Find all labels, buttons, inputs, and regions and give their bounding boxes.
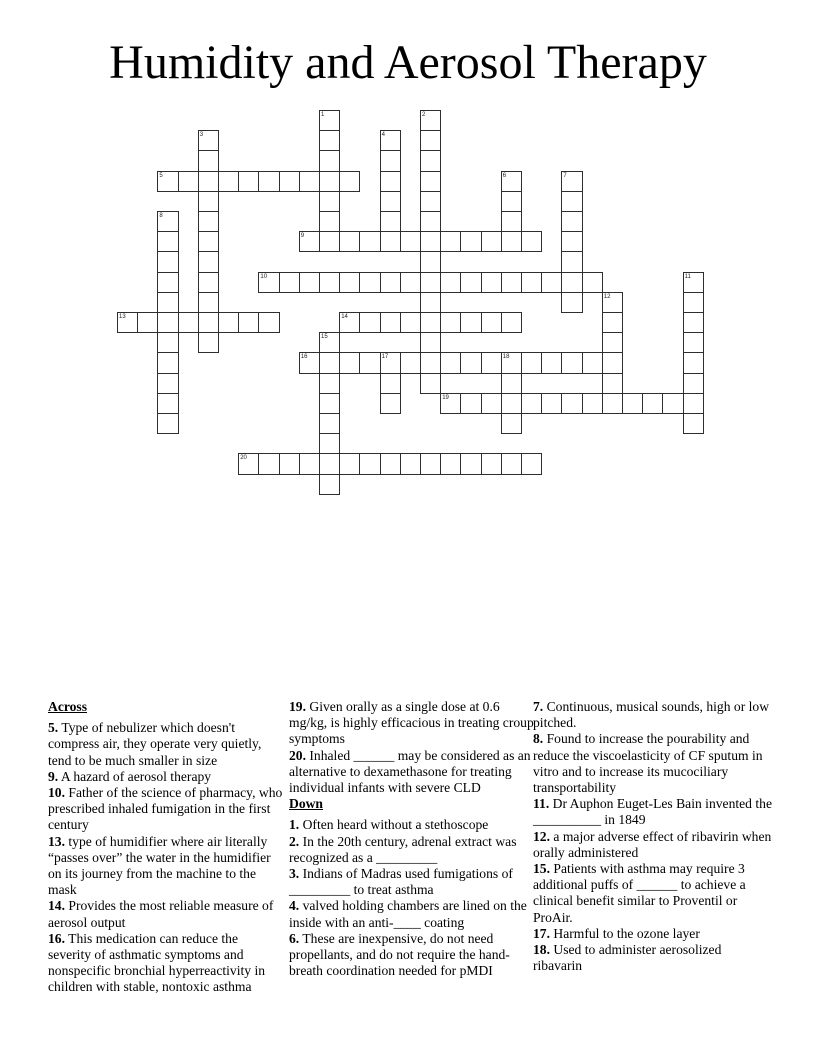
clue-number: 16. — [48, 930, 65, 946]
clue-text: These are inexpensive, do not need propellants, and do not require the hand-breath coordination needed for pMDI — [289, 930, 510, 979]
grid-cell[interactable] — [319, 231, 340, 252]
cell-number: 4 — [381, 132, 385, 139]
grid-cell[interactable] — [157, 373, 178, 394]
grid-cell[interactable] — [561, 171, 582, 192]
grid-cell[interactable] — [440, 453, 461, 474]
grid-cell[interactable] — [501, 413, 522, 434]
grid-cell[interactable] — [198, 150, 219, 171]
clue-item — [48, 834, 284, 899]
grid-cell[interactable] — [521, 352, 542, 373]
grid-cell[interactable] — [319, 211, 340, 232]
grid-cell[interactable] — [460, 453, 481, 474]
grid-cell[interactable] — [279, 272, 300, 293]
grid-cell[interactable] — [501, 272, 522, 293]
grid-cell[interactable] — [602, 292, 623, 313]
grid-cell[interactable] — [561, 272, 582, 293]
cell-number: 14 — [341, 314, 348, 320]
grid-cell[interactable] — [299, 231, 320, 252]
grid-cell[interactable] — [440, 272, 461, 293]
grid-cell[interactable] — [299, 453, 320, 474]
cell-number: 9 — [300, 233, 305, 240]
grid-cell[interactable] — [460, 312, 481, 333]
grid-cell[interactable] — [400, 352, 421, 373]
grid-cell[interactable] — [481, 453, 502, 474]
clue-number: 11. — [533, 796, 550, 812]
grid-cell[interactable] — [359, 231, 380, 252]
grid-cell[interactable] — [683, 312, 704, 333]
grid-cell[interactable] — [400, 272, 421, 293]
cell-number: 8 — [159, 213, 163, 219]
grid-cell[interactable] — [400, 312, 421, 333]
grid-cell[interactable] — [420, 150, 441, 171]
grid-cell[interactable] — [460, 272, 481, 293]
grid-cell[interactable] — [137, 312, 158, 333]
grid-cell[interactable] — [440, 231, 461, 252]
grid-cell[interactable] — [561, 251, 582, 272]
grid-cell[interactable] — [339, 272, 360, 293]
grid-cell[interactable] — [440, 393, 461, 414]
grid-cell[interactable] — [420, 272, 441, 293]
grid-cell[interactable] — [319, 453, 340, 474]
cell-number: 7 — [563, 172, 567, 179]
clue-item — [289, 834, 534, 866]
grid-cell[interactable] — [420, 191, 441, 212]
grid-cell[interactable] — [501, 171, 522, 192]
clue-number: 2. — [289, 833, 300, 849]
clue-number: 18. — [533, 942, 550, 958]
cell-number: 1 — [321, 112, 325, 118]
clue-item — [48, 769, 284, 785]
cell-number: 17 — [381, 354, 389, 361]
grid-cell[interactable] — [157, 312, 178, 333]
clue-text: In the 20th century, adrenal extract was recognized as a _________ — [289, 833, 517, 865]
grid-cell[interactable] — [319, 413, 340, 434]
clue-number: 14. — [48, 898, 65, 914]
grid-cell[interactable] — [319, 110, 340, 131]
grid-cell[interactable] — [683, 413, 704, 434]
grid-cell[interactable] — [258, 453, 279, 474]
grid-cell[interactable] — [561, 352, 582, 373]
grid-cell[interactable] — [359, 312, 380, 333]
grid-cell[interactable] — [279, 453, 300, 474]
grid-cell[interactable] — [622, 393, 643, 414]
grid-cell[interactable] — [299, 171, 320, 192]
cell-number: 3 — [199, 132, 204, 139]
grid-cell[interactable] — [359, 272, 380, 293]
grid-cell[interactable] — [258, 272, 279, 293]
grid-cell[interactable] — [521, 231, 542, 252]
cell-number: 16 — [300, 354, 308, 361]
clue-item — [289, 817, 534, 833]
clue-item — [533, 926, 773, 942]
clue-text: a major adverse effect of ribavirin when orally administered — [533, 828, 772, 860]
grid-cell[interactable] — [481, 231, 502, 252]
grid-cell[interactable] — [602, 373, 623, 394]
grid-cell[interactable] — [460, 352, 481, 373]
grid-cell[interactable] — [420, 352, 441, 373]
grid-cell[interactable] — [157, 171, 178, 192]
clues-heading: Down — [289, 796, 323, 812]
grid-cell[interactable] — [157, 393, 178, 414]
grid-cell[interactable] — [117, 312, 138, 333]
grid-cell[interactable] — [359, 453, 380, 474]
clue-number: 17. — [533, 925, 550, 941]
clue-text: Indians of Madras used fumigations of _________ to treat asthma — [289, 866, 513, 898]
clue-number: 7. — [533, 699, 544, 714]
grid-cell[interactable] — [400, 453, 421, 474]
grid-cell[interactable] — [481, 352, 502, 373]
clue-text: Inhaled ______ may be considered as an alternative to dexamethasone for treating individual infants with severe CLD — [289, 747, 531, 796]
grid-cell[interactable] — [460, 231, 481, 252]
clue-item — [533, 699, 773, 731]
clue-item — [289, 866, 534, 898]
grid-cell[interactable] — [561, 191, 582, 212]
grid-cell[interactable] — [420, 292, 441, 313]
grid-cell[interactable] — [481, 393, 502, 414]
grid-cell[interactable] — [319, 474, 340, 495]
grid-cell[interactable] — [420, 373, 441, 394]
grid-cell[interactable] — [319, 393, 340, 414]
grid-cell[interactable] — [662, 393, 683, 414]
clue-item — [533, 829, 773, 861]
cell-number: 15 — [321, 334, 328, 341]
grid-cell[interactable] — [420, 251, 441, 272]
grid-cell[interactable] — [501, 393, 522, 414]
grid-cell[interactable] — [238, 312, 259, 333]
grid-cell[interactable] — [319, 352, 340, 373]
grid-cell[interactable] — [339, 453, 360, 474]
grid-cell[interactable] — [561, 211, 582, 232]
clue-text: type of humidifier where air literally “passes over” the water in the humidifier on its journey from the machine to the mask — [48, 833, 271, 898]
grid-cell[interactable] — [380, 231, 401, 252]
grid-cell[interactable] — [178, 312, 199, 333]
cell-number: 12 — [603, 293, 611, 300]
cell-number: 10 — [260, 273, 268, 280]
grid-cell[interactable] — [339, 231, 360, 252]
grid-cell[interactable] — [561, 292, 582, 313]
grid-cell[interactable] — [481, 272, 502, 293]
grid-cell[interactable] — [319, 130, 340, 151]
grid-cell[interactable] — [380, 393, 401, 414]
clue-number: 15. — [533, 861, 550, 877]
clue-number: 8. — [533, 731, 544, 747]
grid-cell[interactable] — [602, 393, 623, 414]
grid-cell[interactable] — [420, 231, 441, 252]
clue-text: Dr Auphon Euget-Les Bain invented the __________ in 1849 — [533, 796, 772, 828]
grid-cell[interactable] — [380, 171, 401, 192]
clue-number: 20. — [289, 747, 306, 763]
grid-cell[interactable] — [501, 231, 522, 252]
grid-cell[interactable] — [198, 251, 219, 272]
grid-cell[interactable] — [258, 312, 279, 333]
grid-cell[interactable] — [380, 373, 401, 394]
clue-number: 6. — [289, 930, 300, 946]
grid-cell[interactable] — [561, 393, 582, 414]
clue-number: 10. — [48, 785, 65, 801]
grid-cell[interactable] — [440, 352, 461, 373]
clues-column-1 — [48, 699, 284, 996]
clue-text: Type of nebulizer which doesn't compress air, they operate very quietly, tend to be much smaller in size — [48, 720, 262, 768]
grid-cell[interactable] — [319, 191, 340, 212]
grid-cell[interactable] — [157, 413, 178, 434]
grid-cell[interactable] — [380, 150, 401, 171]
cell-number: 18 — [502, 354, 510, 361]
grid-cell[interactable] — [319, 433, 340, 454]
clue-number: 5. — [48, 720, 59, 736]
grid-cell[interactable] — [218, 171, 239, 192]
grid-cell[interactable] — [541, 352, 562, 373]
grid-cell[interactable] — [420, 312, 441, 333]
clue-number: 19. — [289, 699, 306, 714]
clue-number: 1. — [289, 817, 300, 833]
clue-item — [533, 796, 773, 828]
clue-item — [533, 942, 773, 974]
cell-number: 20 — [240, 455, 247, 462]
grid-cell[interactable] — [440, 312, 461, 333]
grid-cell[interactable] — [157, 272, 178, 293]
clue-text: Father of the science of pharmacy, who prescribed inhaled fumigation in the first century — [48, 785, 283, 833]
clue-number: 13. — [48, 833, 65, 849]
grid-cell[interactable] — [420, 171, 441, 192]
grid-cell[interactable] — [238, 171, 259, 192]
grid-cell[interactable] — [521, 453, 542, 474]
grid-cell[interactable] — [380, 211, 401, 232]
grid-cell[interactable] — [420, 332, 441, 353]
grid-cell[interactable] — [582, 352, 603, 373]
clue-text: Used to administer aerosolized ribavarin — [533, 942, 722, 974]
grid-cell[interactable] — [521, 393, 542, 414]
clue-item — [289, 898, 534, 930]
grid-cell[interactable] — [582, 393, 603, 414]
grid-cell[interactable] — [400, 231, 421, 252]
clue-text: Harmful to the ozone layer — [550, 925, 700, 941]
grid-cell[interactable] — [157, 211, 178, 232]
crossword-grid — [117, 110, 703, 494]
grid-cell[interactable] — [380, 272, 401, 293]
clue-item — [48, 931, 284, 996]
grid-cell[interactable] — [683, 332, 704, 353]
grid-cell[interactable] — [359, 352, 380, 373]
grid-cell[interactable] — [420, 453, 441, 474]
grid-cell[interactable] — [642, 393, 663, 414]
grid-cell[interactable] — [157, 251, 178, 272]
grid-cell[interactable] — [541, 393, 562, 414]
grid-cell[interactable] — [602, 332, 623, 353]
clue-text: A hazard of aerosol therapy — [58, 768, 212, 784]
grid-cell[interactable] — [319, 150, 340, 171]
grid-cell[interactable] — [420, 110, 441, 131]
grid-cell[interactable] — [319, 332, 340, 353]
grid-cell[interactable] — [299, 272, 320, 293]
grid-cell[interactable] — [380, 130, 401, 151]
grid-cell[interactable] — [380, 352, 401, 373]
clue-item — [289, 699, 534, 748]
grid-cell[interactable] — [319, 171, 340, 192]
grid-cell[interactable] — [198, 292, 219, 313]
grid-cell[interactable] — [683, 272, 704, 293]
grid-cell[interactable] — [501, 453, 522, 474]
grid-cell[interactable] — [319, 272, 340, 293]
clue-text: valved holding chambers are lined on the inside with an anti-____ coating — [289, 898, 527, 930]
grid-cell[interactable] — [258, 171, 279, 192]
clue-text: Continuous, musical sounds, high or low pitched. — [533, 699, 770, 731]
grid-cell[interactable] — [460, 393, 481, 414]
grid-cell[interactable] — [501, 211, 522, 232]
grid-cell[interactable] — [198, 312, 219, 333]
cell-number: 11 — [684, 273, 691, 280]
clue-text: Given orally as a single dose at 0.6 mg/kg, is highly efficacious in treating croup symptoms — [289, 699, 534, 747]
grid-cell[interactable] — [157, 352, 178, 373]
grid-cell[interactable] — [198, 231, 219, 252]
grid-cell[interactable] — [299, 352, 320, 373]
grid-cell[interactable] — [561, 231, 582, 252]
clue-item — [533, 731, 773, 796]
grid-cell[interactable] — [380, 453, 401, 474]
grid-cell[interactable] — [339, 352, 360, 373]
grid-cell[interactable] — [380, 312, 401, 333]
grid-cell[interactable] — [501, 312, 522, 333]
cell-number: 5 — [159, 172, 163, 179]
grid-cell[interactable] — [339, 312, 360, 333]
grid-cell[interactable] — [198, 130, 219, 151]
puzzle-title: Humidity and Aerosol Therapy — [109, 36, 707, 89]
grid-cell[interactable] — [683, 292, 704, 313]
grid-cell[interactable] — [420, 211, 441, 232]
grid-cell[interactable] — [683, 352, 704, 373]
clue-number: 9. — [48, 768, 59, 784]
grid-cell[interactable] — [501, 373, 522, 394]
grid-cell[interactable] — [420, 130, 441, 151]
grid-cell[interactable] — [157, 231, 178, 252]
grid-cell[interactable] — [380, 191, 401, 212]
grid-cell[interactable] — [279, 171, 300, 192]
grid-cell[interactable] — [481, 312, 502, 333]
grid-cell[interactable] — [582, 272, 603, 293]
clue-text: Found to increase the pourability and reduce the viscoelasticity of CF sputum in vitro and to increase its mucociliary transportability — [533, 731, 763, 796]
grid-cell[interactable] — [501, 191, 522, 212]
clue-text: Patients with asthma may require 3 additional puffs of ______ to achieve a clinical benefit similar to Proventil or ProAir. — [533, 861, 746, 925]
grid-cell[interactable] — [178, 171, 199, 192]
grid-cell[interactable] — [501, 352, 522, 373]
clue-text: This medication can reduce the severity of asthmatic symptoms and nonspecific bronchial hyperreactivity in children with stable, nontoxic asthma — [48, 930, 266, 995]
clue-item — [48, 785, 284, 834]
grid-cell[interactable] — [218, 312, 239, 333]
clue-item — [533, 861, 773, 926]
cell-number: 2 — [422, 112, 426, 118]
grid-cell[interactable] — [521, 272, 542, 293]
grid-cell[interactable] — [198, 272, 219, 293]
clue-text: Provides the most reliable measure of aerosol output — [48, 898, 274, 930]
grid-cell[interactable] — [157, 332, 178, 353]
clue-number: 4. — [289, 898, 300, 914]
clue-item — [48, 720, 284, 769]
grid-cell[interactable] — [198, 211, 219, 232]
clue-number: 12. — [533, 828, 550, 844]
cell-number: 6 — [502, 172, 507, 179]
clues-column-2 — [289, 699, 534, 979]
grid-cell[interactable] — [602, 312, 623, 333]
clue-item — [289, 748, 534, 797]
grid-cell[interactable] — [198, 171, 219, 192]
grid-cell[interactable] — [541, 272, 562, 293]
grid-cell[interactable] — [198, 191, 219, 212]
cell-number: 13 — [119, 314, 126, 320]
grid-cell[interactable] — [157, 292, 178, 313]
grid-cell[interactable] — [339, 171, 360, 192]
clue-item — [289, 931, 534, 980]
grid-cell[interactable] — [198, 332, 219, 353]
clue-item — [48, 898, 284, 930]
grid-cell[interactable] — [683, 373, 704, 394]
clues-column-3 — [533, 699, 773, 974]
grid-cell[interactable] — [683, 393, 704, 414]
grid-cell[interactable] — [602, 352, 623, 373]
clues-heading: Across — [48, 699, 88, 714]
grid-cell[interactable] — [319, 373, 340, 394]
grid-cell[interactable] — [238, 453, 259, 474]
cell-number: 19 — [442, 394, 449, 401]
clue-text: Often heard without a stethoscope — [299, 817, 489, 833]
clue-number: 3. — [289, 866, 300, 882]
